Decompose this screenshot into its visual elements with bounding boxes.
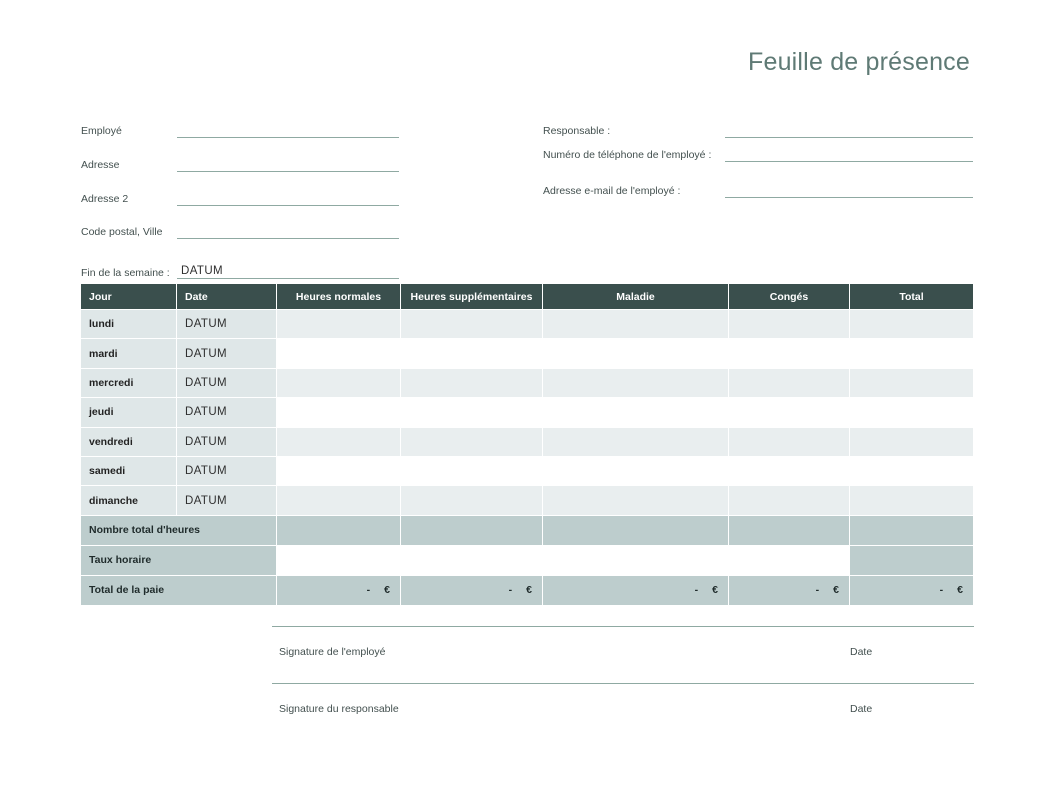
cell-maladie-mercredi[interactable] [543,368,729,397]
cell-total-jeudi [850,398,974,427]
field-telephone-employe [543,144,973,162]
cell-total-mardi [850,339,974,368]
field-input-code-postal-ville[interactable] [177,221,399,239]
field-label-employe: Employé [81,125,122,137]
pay-currency: € [384,584,390,597]
field-label-adresse: Adresse [81,159,120,171]
signature-label-manager: Signature du responsable [279,703,399,715]
cell-heures-normales-dimanche[interactable] [277,486,401,515]
day-date-samedi[interactable]: DATUM [177,456,277,485]
signature-date-label-manager: Date [850,703,873,715]
summary-rate-conges[interactable] [729,545,850,575]
cell-total-lundi [850,310,974,339]
field-label-responsable: Responsable : [543,125,611,137]
pay-dash: - [939,584,944,597]
signature-caption-employee [272,646,974,660]
field-input-adresse[interactable] [177,154,399,172]
summary-total-hours-heures-supplementaires [401,515,543,545]
cell-heures-normales-mercredi[interactable] [277,368,401,397]
column-header-heures-supplementaires: Heures supplémentaires [401,284,543,310]
cell-heures-supplementaires-dimanche[interactable] [401,486,543,515]
manager-info-form [543,120,973,212]
pay-dash: - [815,584,820,597]
field-label-code-postal-ville: Code postal, Ville [81,226,163,238]
pay-currency: € [712,584,718,597]
field-responsable [543,120,973,138]
day-date-jeudi[interactable]: DATUM [177,398,277,427]
field-fin-de-la-semaine [81,261,406,279]
cell-heures-supplementaires-lundi[interactable] [401,310,543,339]
cell-total-samedi [850,456,974,485]
cell-heures-normales-mardi[interactable] [277,339,401,368]
employee-info-form [81,120,406,293]
summary-total-hours-maladie [543,515,729,545]
summary-rate-heures-normales[interactable] [277,545,401,575]
field-input-fin-de-la-semaine[interactable] [177,261,399,279]
cell-maladie-jeudi[interactable] [543,398,729,427]
cell-maladie-vendredi[interactable] [543,427,729,456]
cell-heures-normales-jeudi[interactable] [277,398,401,427]
summary-pay-conges [729,575,850,605]
pay-dash: - [694,584,699,597]
cell-conges-mardi[interactable] [729,339,850,368]
cell-total-mercredi [850,368,974,397]
field-label-email-employe: Adresse e-mail de l'employé : [543,185,681,197]
summary-rate-total [850,545,974,575]
field-input-telephone-employe[interactable] [725,144,973,162]
signature-label-employee: Signature de l'employé [279,646,386,658]
field-adresse [81,154,406,172]
cell-conges-lundi[interactable] [729,310,850,339]
field-adresse-2 [81,188,406,206]
table-row [81,456,974,485]
summary-pay-heures-supplementaires [401,575,543,605]
cell-total-vendredi [850,427,974,456]
signature-line-manager[interactable] [272,683,974,684]
field-value-fin-de-la-semaine: DATUM [181,265,224,277]
cell-heures-supplementaires-mardi[interactable] [401,339,543,368]
summary-row-total-pay [81,575,974,605]
signature-block-employee [272,626,974,660]
cell-heures-normales-vendredi[interactable] [277,427,401,456]
day-label-dimanche: dimanche [81,486,177,515]
cell-conges-jeudi[interactable] [729,398,850,427]
field-email-employe [543,180,973,198]
day-label-jeudi: jeudi [81,398,177,427]
field-input-responsable[interactable] [725,120,973,138]
pay-currency: € [526,584,532,597]
cell-heures-normales-samedi[interactable] [277,456,401,485]
cell-maladie-mardi[interactable] [543,339,729,368]
day-date-lundi[interactable]: DATUM [177,310,277,339]
pay-currency: € [833,584,839,597]
summary-rate-maladie[interactable] [543,545,729,575]
pay-dash: - [508,584,513,597]
field-label-telephone-employe: Numéro de téléphone de l'employé : [543,149,712,161]
summary-total-hours-heures-normales [277,515,401,545]
column-header-heures-normales: Heures normales [277,284,401,310]
field-employe [81,120,406,138]
field-label-adresse-2: Adresse 2 [81,193,129,205]
table-row [81,398,974,427]
field-input-adresse-2[interactable] [177,188,399,206]
summary-label-total-hours: Nombre total d'heures [81,515,277,545]
timesheet-table [80,283,974,606]
signature-line-employee[interactable] [272,626,974,627]
pay-dash: - [366,584,371,597]
summary-label-hourly-rate: Taux horaire [81,545,277,575]
table-row [81,486,974,515]
page-title: Feuille de présence [748,48,970,76]
day-date-mercredi[interactable]: DATUM [177,368,277,397]
cell-total-dimanche [850,486,974,515]
pay-currency: € [957,584,963,597]
summary-row-hourly-rate [81,545,974,575]
cell-maladie-lundi[interactable] [543,310,729,339]
signature-caption-manager [272,703,974,717]
day-label-mardi: mardi [81,339,177,368]
cell-heures-supplementaires-vendredi[interactable] [401,427,543,456]
summary-total-hours-conges [729,515,850,545]
column-header-maladie: Maladie [543,284,729,310]
cell-heures-normales-lundi[interactable] [277,310,401,339]
table-row [81,368,974,397]
column-header-conges: Congés [729,284,850,310]
summary-pay-total [850,575,974,605]
field-label-fin-de-la-semaine: Fin de la semaine : [81,267,170,279]
summary-rate-heures-supplementaires[interactable] [401,545,543,575]
cell-conges-dimanche[interactable] [729,486,850,515]
table-header-row [81,284,974,310]
cell-heures-supplementaires-jeudi[interactable] [401,398,543,427]
signature-block-manager [272,683,974,717]
summary-pay-maladie [543,575,729,605]
cell-maladie-samedi[interactable] [543,456,729,485]
summary-total-hours-total [850,515,974,545]
day-label-lundi: lundi [81,310,177,339]
day-label-vendredi: vendredi [81,427,177,456]
field-input-email-employe[interactable] [725,180,973,198]
day-label-mercredi: mercredi [81,368,177,397]
cell-maladie-dimanche[interactable] [543,486,729,515]
column-header-total: Total [850,284,974,310]
day-date-mardi[interactable]: DATUM [177,339,277,368]
cell-heures-supplementaires-samedi[interactable] [401,456,543,485]
field-code-postal-ville [81,221,406,239]
cell-conges-samedi[interactable] [729,456,850,485]
day-date-vendredi[interactable]: DATUM [177,427,277,456]
column-header-date: Date [177,284,277,310]
column-header-jour: Jour [81,284,177,310]
day-label-samedi: samedi [81,456,177,485]
summary-label-total-pay: Total de la paie [81,575,277,605]
table-row [81,339,974,368]
signature-date-label-employee: Date [850,646,873,658]
cell-conges-vendredi[interactable] [729,427,850,456]
summary-pay-heures-normales [277,575,401,605]
cell-conges-mercredi[interactable] [729,368,850,397]
field-input-employe[interactable] [177,120,399,138]
table-row [81,310,974,339]
cell-heures-supplementaires-mercredi[interactable] [401,368,543,397]
day-date-dimanche[interactable]: DATUM [177,486,277,515]
table-row [81,427,974,456]
summary-row-total-hours [81,515,974,545]
